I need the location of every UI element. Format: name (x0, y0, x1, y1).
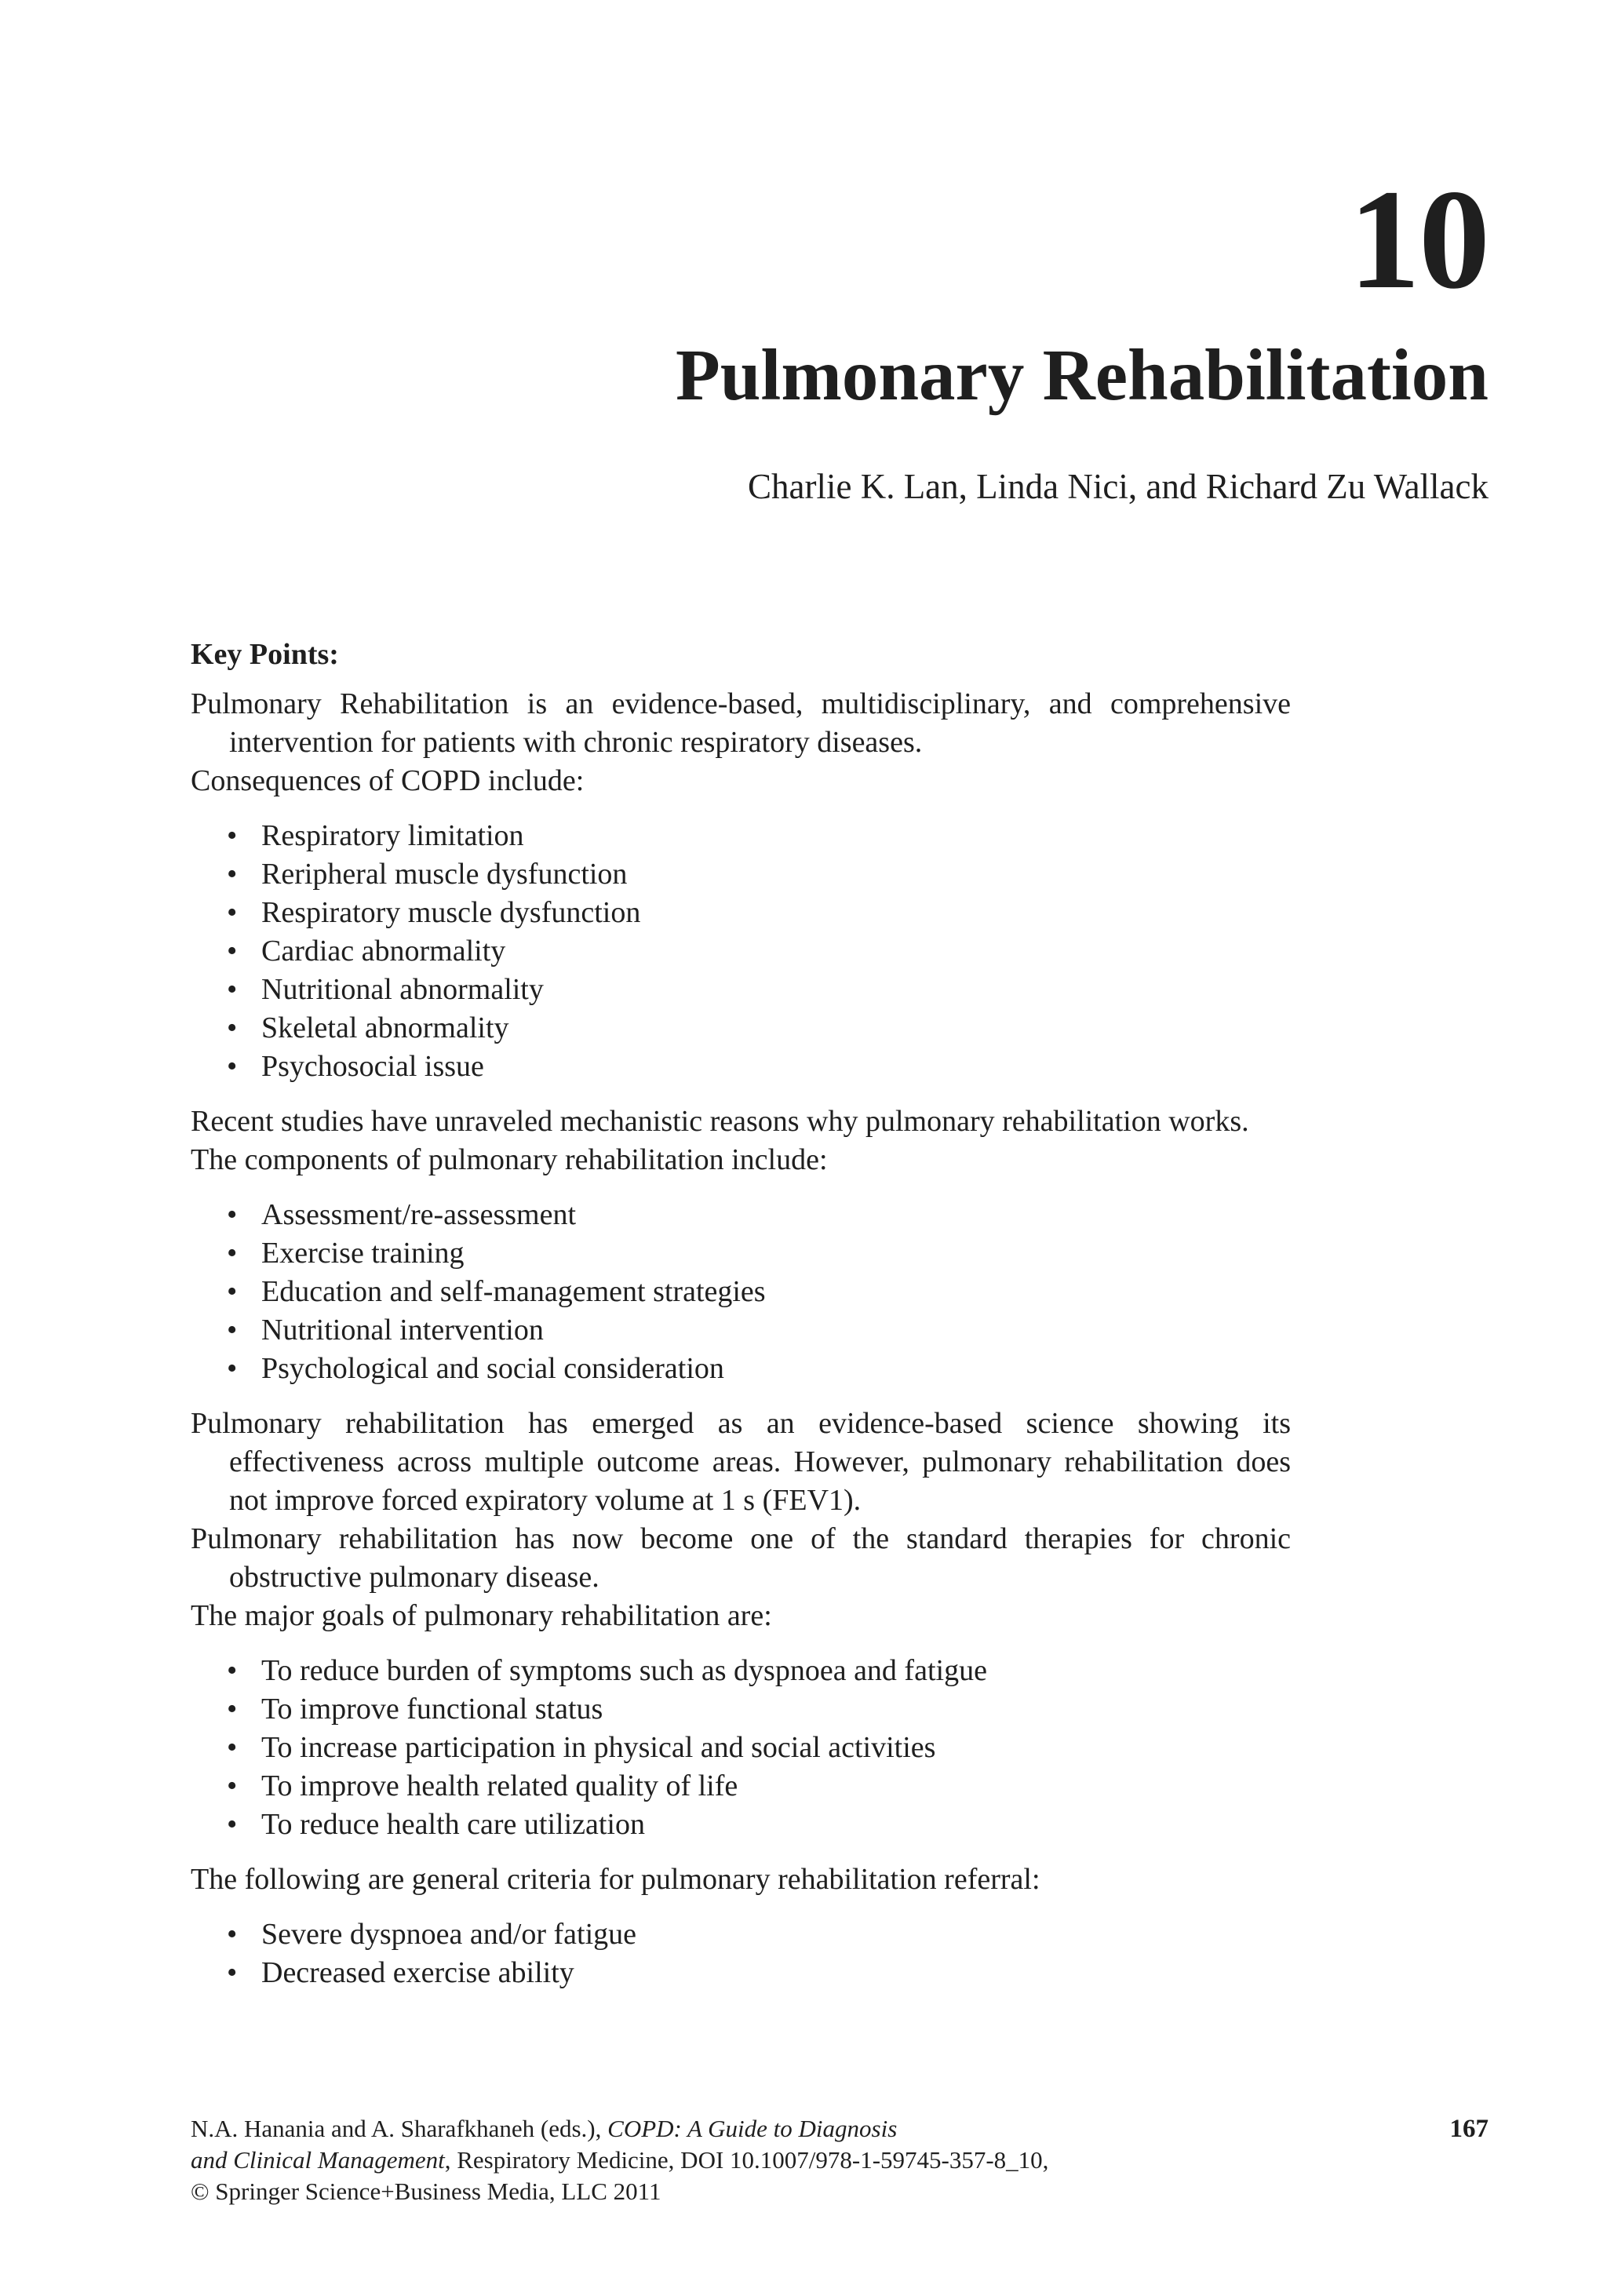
list-item: • Nutritional intervention (227, 1311, 1291, 1350)
bullet-icon: • (227, 1198, 238, 1231)
list-item: • To reduce health care utilization (227, 1806, 1291, 1844)
components-lead: The components of pulmonary rehabilitation include: (191, 1143, 828, 1176)
goals-list (191, 1652, 1291, 1844)
chapter-authors: Charlie K. Lan, Linda Nici, and Richard Zu Wallack (748, 467, 1489, 506)
bullet-icon: • (227, 1654, 238, 1687)
list-item: • Psychosocial issue (227, 1048, 1291, 1086)
list-item: • Cardiac abnormality (227, 932, 1291, 971)
list-item: • Reripheral muscle dysfunction (227, 855, 1291, 894)
bullet-icon: • (227, 1956, 238, 1989)
bullet-icon: • (227, 1918, 238, 1951)
evidence-paragraph: Pulmonary rehabilitation has emerged as an evidence-based science showing its effectiveness across multiple outcome areas. However, pulmonary rehabilitation does not improve forced expiratory volume at 1 s (FEV1). (191, 1407, 1291, 1517)
bullet-icon: • (227, 858, 238, 891)
list-item: • Severe dyspnoea and/or fatigue (227, 1915, 1291, 1954)
bullet-icon: • (227, 935, 238, 968)
bullet-icon: • (227, 1314, 238, 1347)
goals-lead: The major goals of pulmonary rehabilitation are: (191, 1599, 772, 1632)
standard-therapy-paragraph: Pulmonary rehabilitation has now become one of the standard therapies for chronic obstructive pulmonary disease. (191, 1522, 1291, 1594)
consequences-list (191, 817, 1291, 1086)
bullet-icon: • (227, 1275, 238, 1308)
list-item: • Decreased exercise ability (227, 1954, 1291, 1992)
bullet-icon: • (227, 1237, 238, 1270)
components-list (191, 1196, 1291, 1388)
key-points-section (191, 636, 1291, 2009)
list-item: • Respiratory limitation (227, 817, 1291, 855)
criteria-lead: The following are general criteria for pulmonary rehabilitation referral: (191, 1863, 1040, 1896)
bullet-icon: • (227, 1011, 238, 1044)
copyright-line: © Springer Science+Business Media, LLC 2011 (191, 2178, 661, 2205)
list-item: • Nutritional abnormality (227, 971, 1291, 1009)
bullet-icon: • (227, 1769, 238, 1802)
list-item: • Psychological and social consideration (227, 1350, 1291, 1388)
chapter-title: Pulmonary Rehabilitation (676, 335, 1489, 416)
list-item: • To increase participation in physical and social activities (227, 1729, 1291, 1767)
page-number: 167 (1449, 2115, 1489, 2143)
key-points-heading: Key Points: (191, 638, 339, 671)
bullet-icon: • (227, 1352, 238, 1385)
bullet-icon: • (227, 1731, 238, 1764)
list-item: • To improve functional status (227, 1690, 1291, 1729)
bullet-icon: • (227, 1693, 238, 1726)
consequences-lead: Consequences of COPD include: (191, 764, 585, 797)
citation-line-1: N.A. Hanania and A. Sharafkhaneh (eds.), COPD: A Guide to Diagnosis (191, 2115, 898, 2142)
criteria-list (191, 1915, 1291, 1992)
list-item: • Respiratory muscle dysfunction (227, 894, 1291, 932)
list-item: • To improve health related quality of life (227, 1767, 1291, 1806)
bullet-icon: • (227, 1050, 238, 1083)
key-point-intro: Pulmonary Rehabilitation is an evidence-based, multidisciplinary, and comprehensive intervention for patients with chronic respiratory diseases. (191, 687, 1291, 759)
bullet-icon: • (227, 1808, 238, 1841)
citation-line-2: and Clinical Management, Respiratory Medicine, DOI 10.1007/978-1-59745-357-8_10, (191, 2146, 1049, 2174)
bullet-icon: • (227, 819, 238, 852)
list-item: • Skeletal abnormality (227, 1009, 1291, 1048)
citation-footer (191, 2113, 1368, 2207)
bullet-icon: • (227, 973, 238, 1006)
chapter-number: 10 (1349, 161, 1489, 319)
bullet-icon: • (227, 896, 238, 929)
list-item: • Assessment/re-assessment (227, 1196, 1291, 1234)
studies-paragraph: Recent studies have unraveled mechanistic reasons why pulmonary rehabilitation works. (191, 1105, 1249, 1138)
list-item: • Exercise training (227, 1234, 1291, 1273)
list-item: • Education and self-management strategies (227, 1273, 1291, 1311)
list-item: • To reduce burden of symptoms such as dyspnoea and fatigue (227, 1652, 1291, 1690)
